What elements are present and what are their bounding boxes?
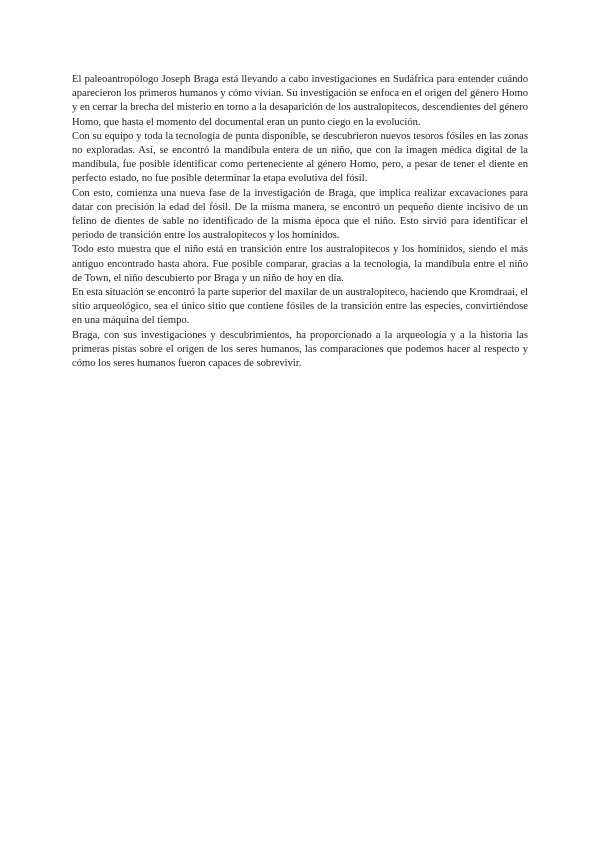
paragraph-2: Con su equipo y toda la tecnología de punta disponible, se descubrieron nuevos tesoros fósiles en las zonas no exploradas. Así, se encontró la mandíbula entera de un niño, que con la imagen médica digital de la mandíbula, fue posible identificar como perteneciente al género Homo, pero, a pesar de tener el diente en perfecto estado, no fue posible determinar la etapa evolutiva del fósil. [72,130,528,185]
paragraph-1: El paleoantropólogo Joseph Braga está llevando a cabo investigaciones en Sudáfrica para entender cuándo aparecieron los primeros humanos y cómo vivían. Su investigación se enfoca en el origen del género Homo y en cerrar la brecha del misterio en torno a la desaparición de los australopitecos, descendientes del género Homo, que hasta el momento del documental eran un punto ciego en la evolución. [72,74,528,128]
paragraph-3: Con esto, comienza una nueva fase de la investigación de Braga, que implica realizar excavaciones para datar con precisión la edad del fósil. De la misma manera, se encontró un pequeño diente incisivo de un felino de dientes de sable no identificado de la misma época que el niño. Esto sirvió para identificar el periodo de transición entre los australopitecos y los homínidos. [72,187,528,242]
paragraph-5: En esta situación se encontró la parte superior del maxilar de un australopiteco, haciendo que Kromdraai, el sitio arqueológico, sea el único sitio que contiene fósiles de la transición entre las especies, convirtiéndose en una máquina del tiempo. [72,287,528,327]
paragraph-6: Braga, con sus investigaciones y descubrimientos, ha proporcionado a la arqueología y a la historia las primeras pistas sobre el origen de los seres humanos, las comparaciones que podemos hacer al respecto y cómo los seres humanos fueron capaces de sobrevivir. [72,329,528,370]
document-body [72,73,528,371]
paragraph-4: Todo esto muestra que el niño está en transición entre los australopitecos y los homínidos, siendo el más antiguo encontrado hasta ahora. Fue posible comparar, gracias a la tecnología, la mandíbula entre el niño de Town, el niño descubierto por Braga y un niño de hoy en día. [72,244,528,284]
